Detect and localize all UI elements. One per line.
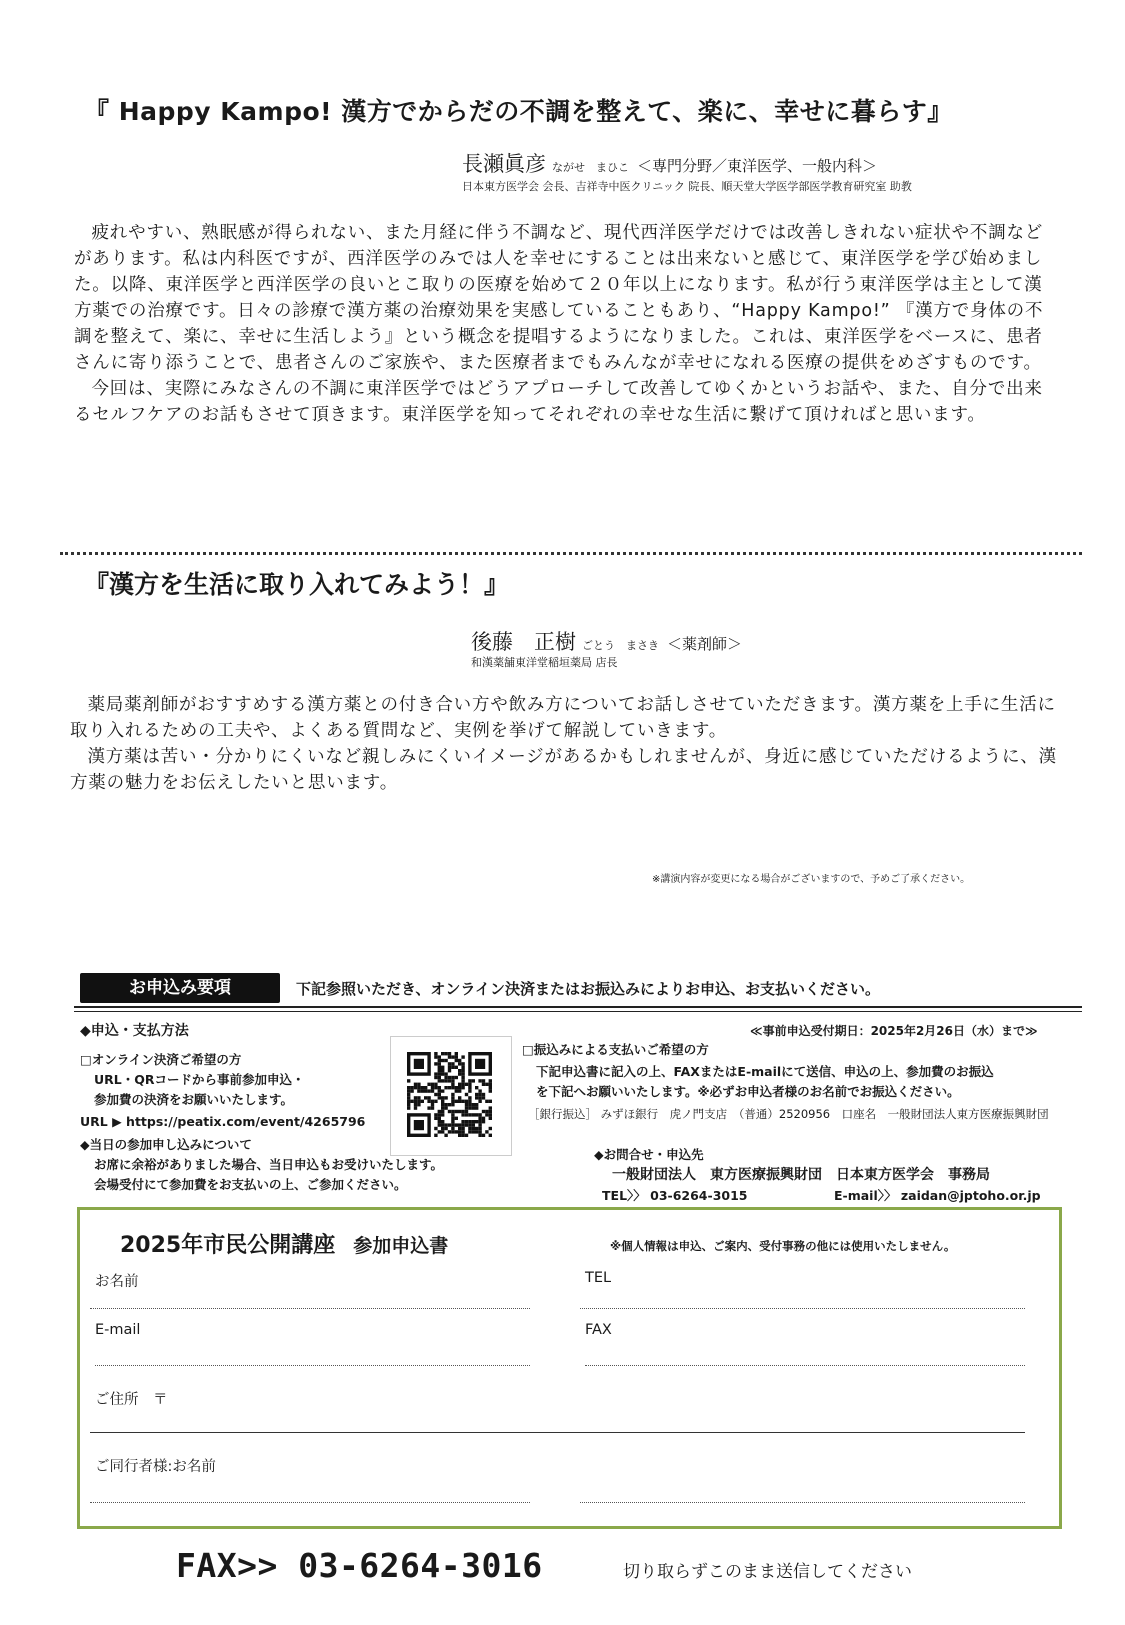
transfer-line: を下記へお願いいたします。※必ずお申込者様のお名前でお振込ください。 bbox=[536, 1084, 960, 1099]
change-notice: ※講演内容が変更になる場合がございますので、予めご了承ください。 bbox=[652, 874, 971, 885]
sameday-line: 会場受付にて参加費をお支払いの上、ご参加ください。 bbox=[94, 1177, 407, 1192]
lecture2-speaker-affiliation: 和漢薬舗東洋堂稲垣薬局 店長 bbox=[471, 656, 618, 669]
lecture1-speaker bbox=[462, 148, 877, 178]
application-rule bbox=[74, 1011, 1082, 1012]
fax-number: FAX>> 03-6264-3016 bbox=[176, 1546, 543, 1585]
companion-label: ご同行者様:お名前 bbox=[95, 1459, 216, 1475]
lecture1-paragraph: 今回は、実際にみなさんの不調に東洋医学ではどうアプローチして改善してゆくかというお話や、また、自分で出来るセルフケアのお話もさせて頂きます。東洋医学を知ってそれぞれの幸せな生活に繋げて頂ければと思います。 bbox=[74, 379, 1043, 425]
lecture1-title: 『 Happy Kampo! 漢方でからだの不調を整えて、楽に、幸せに暮らす』 bbox=[84, 97, 953, 126]
companion-field-1[interactable] bbox=[90, 1502, 530, 1503]
application-rule bbox=[74, 1006, 1082, 1008]
deadline: ≪事前申込受付期日：2025年2月26日（水）まで≫ bbox=[750, 1024, 1038, 1038]
transfer-line: 下記申込書に記入の上、FAXまたはE-mailにて送信、申込の上、参加費のお振込 bbox=[536, 1064, 994, 1079]
email-label: E-mail bbox=[95, 1322, 141, 1338]
contact-email[interactable]: E-mail〉〉 zaidan@jptoho.or.jp bbox=[834, 1188, 1041, 1203]
email-field[interactable] bbox=[95, 1365, 530, 1366]
lecture2-speaker-ruby: ごとう まさき bbox=[582, 639, 659, 652]
bank-info: ［銀行振込］ みずほ銀行 虎ノ門支店 （普通）2520956 口座名 一般財団法人東方医療振興財団 bbox=[528, 1107, 1049, 1121]
form-subtitle: 参加申込書 bbox=[353, 1235, 449, 1257]
qr-code-graphic bbox=[391, 1037, 509, 1153]
contact-org: 一般財団法人 東方医療振興財団 日本東方医学会 事務局 bbox=[612, 1167, 990, 1183]
lecture2-speaker bbox=[471, 626, 742, 656]
form-title-text: 2025年市民公開講座 bbox=[120, 1233, 336, 1258]
contact-title: ◆お問合せ・申込先 bbox=[594, 1147, 704, 1162]
lecture2-paragraph: 薬局薬剤師がおすすめする漢方薬との付き合い方や飲み方についてお話しさせていただきます。漢方薬を上手に生活に取り入れるための工夫や、よくある質問など、実例を挙げて解説していきます。 bbox=[70, 695, 1056, 741]
lecture1-body bbox=[74, 220, 1054, 428]
tel-label: TEL bbox=[585, 1270, 612, 1286]
address-label: ご住所 〒 bbox=[95, 1392, 168, 1408]
lecture1-speaker-field: ＜専門分野／東洋医学、一般内科＞ bbox=[637, 157, 878, 175]
companion-field-2[interactable] bbox=[580, 1502, 1025, 1503]
lecture1-speaker-name: 長瀬眞彦 bbox=[462, 152, 546, 176]
online-line: 参加費の決済をお願いいたします。 bbox=[94, 1092, 294, 1107]
lecture2-speaker-name: 後藤 正樹 bbox=[471, 630, 576, 654]
application-header-label: お申込み要項 bbox=[80, 973, 280, 1003]
lecture2-speaker-field: ＜薬剤師＞ bbox=[667, 635, 743, 653]
application-form bbox=[77, 1207, 1062, 1529]
section-divider bbox=[60, 552, 1082, 555]
method-title: ◆申込・支払方法 bbox=[80, 1023, 189, 1039]
contact-tel: TEL〉〉 03-6264-3015 bbox=[602, 1188, 748, 1203]
lecture2-paragraph: 漢方薬は苦い・分かりにくいなど親しみにくいイメージがあるかもしれませんが、身近に感じていただけるように、漢方薬の魅力をお伝えしたいと思います。 bbox=[70, 747, 1057, 793]
lecture2-body bbox=[70, 692, 1070, 796]
online-title: □オンライン決済ご希望の方 bbox=[80, 1052, 242, 1067]
address-field[interactable] bbox=[90, 1432, 1025, 1433]
name-field[interactable] bbox=[90, 1308, 530, 1309]
lecture1-paragraph: 疲れやすい、熟眠感が得られない、また月経に伴う不調など、現代西洋医学だけでは改善しきれない症状や不調などがあります。私は内科医ですが、西洋医学のみでは人を幸せにすることは出来ないと感じて、東洋医学を学び始めました。以降、東洋医学と西洋医学の良いとこ取りの医療を始めて２０年以上になります。私が行う東洋医学は主として漢方薬での治療です。日々の診療で漢方薬の治療効果を実感していることもあり、“Happy Kampo!” 『漢方で身体の不調を整えて、楽に、幸せに生活しよう』という概念を提唱するようになりました。これは、東洋医学をベースに、患者さんに寄り添うことで、患者さんのご家族や、また医療者までもみんなが幸せになれる医療の提供をめざすものです。 bbox=[74, 223, 1044, 373]
fax-field[interactable] bbox=[585, 1365, 1025, 1366]
tel-field[interactable] bbox=[580, 1308, 1025, 1309]
transfer-title: □振込みによる支払いご希望の方 bbox=[522, 1042, 709, 1057]
fax-label: FAX bbox=[585, 1322, 612, 1338]
application-header-desc: 下記参照いただき、オンライン決済またはお振込みによりお申込、お支払いください。 bbox=[296, 980, 880, 998]
sameday-title: ◆当日の参加申し込みについて bbox=[80, 1137, 252, 1152]
lecture2-title: 『漢方を生活に取り入れてみよう！』 bbox=[84, 570, 510, 599]
lecture1-speaker-affiliation: 日本東方医学会 会長、吉祥寺中医クリニック 院長、順天堂大学医学部医学教育研究室 助教 bbox=[462, 180, 912, 193]
name-label: お名前 bbox=[95, 1274, 139, 1290]
qr-code[interactable] bbox=[390, 1036, 512, 1156]
lecture1-speaker-ruby: ながせ まひこ bbox=[552, 161, 629, 174]
privacy-note: ※個人情報は申込、ご案内、受付事務の他には使用いたしません。 bbox=[610, 1239, 956, 1253]
event-url[interactable]: URL ▶ https://peatix.com/event/4265796 bbox=[80, 1114, 366, 1129]
online-line: URL・QRコードから事前参加申込・ bbox=[94, 1072, 305, 1087]
fax-note: 切り取らずこのまま送信してください bbox=[623, 1562, 912, 1582]
form-title bbox=[120, 1228, 448, 1259]
sameday-line: お席に余裕がありました場合、当日申込もお受けいたします。 bbox=[94, 1157, 444, 1172]
